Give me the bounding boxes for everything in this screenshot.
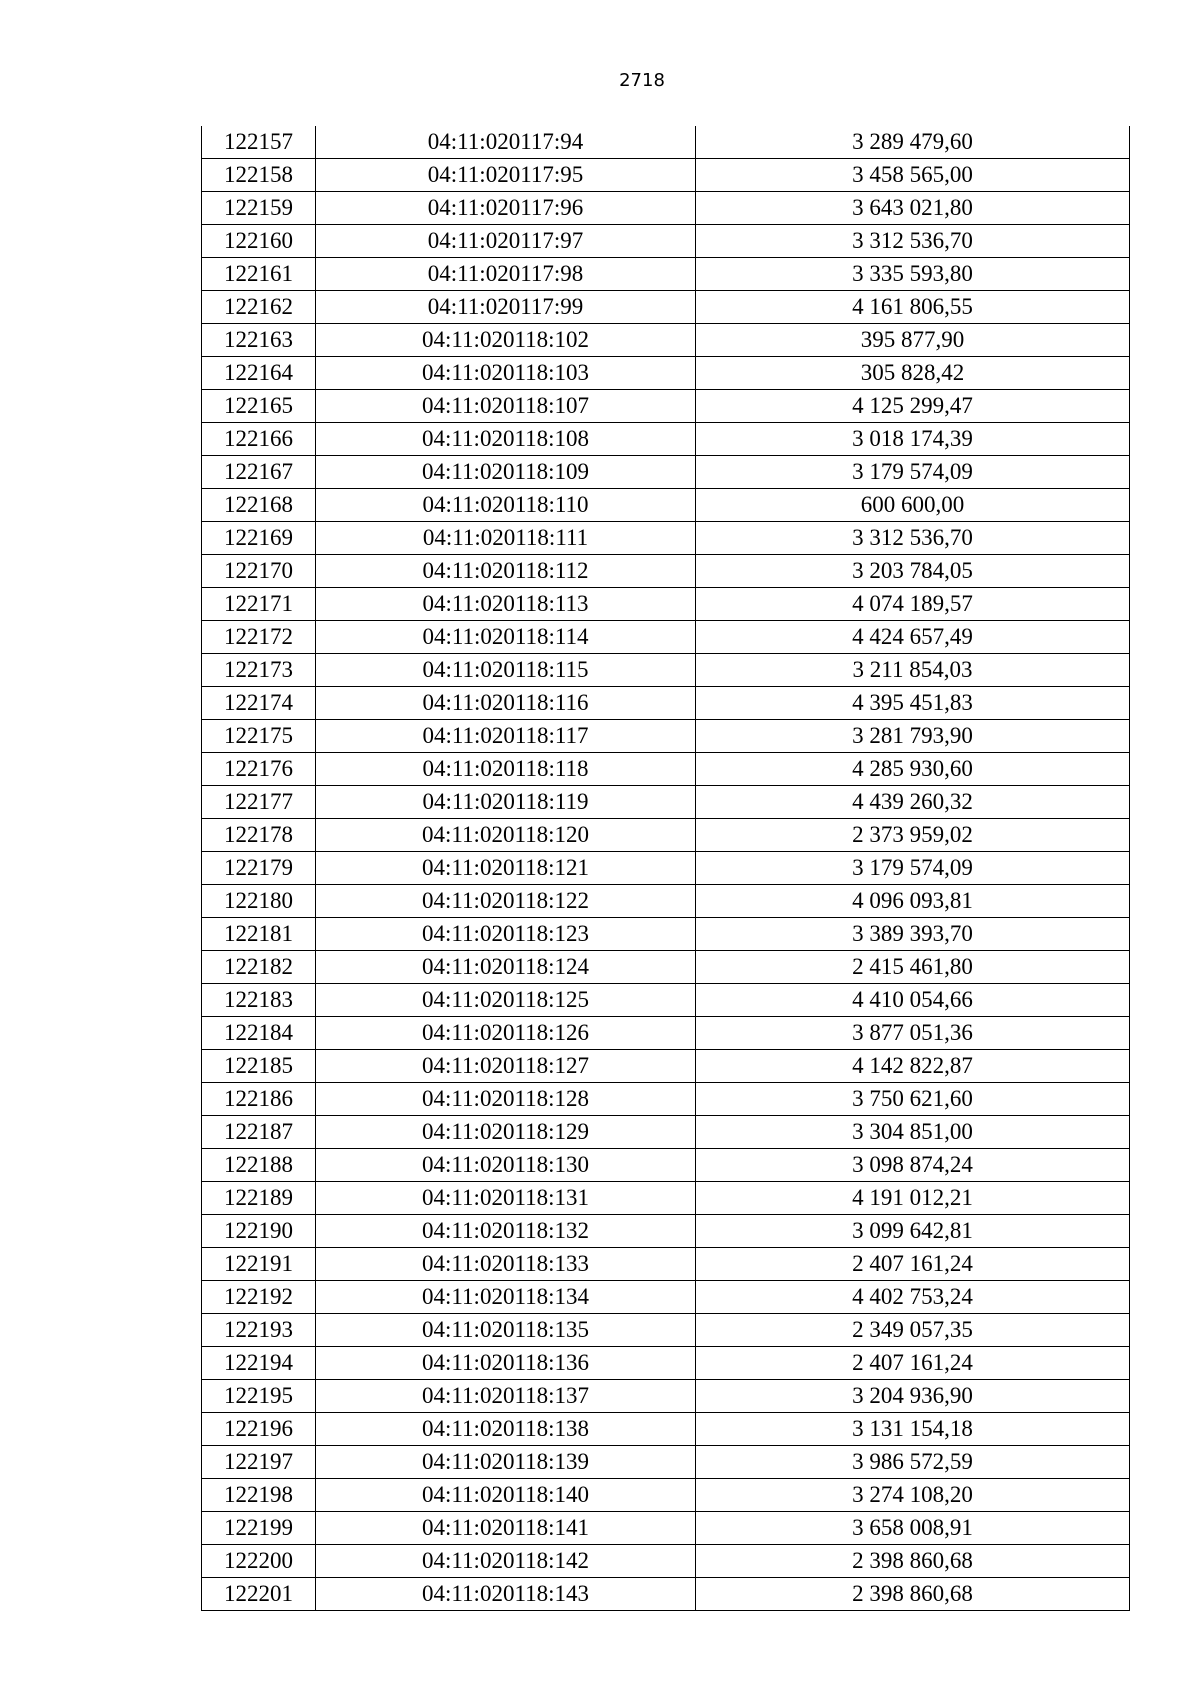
row-number-cell: 122181 xyxy=(202,918,316,951)
cadastral-value-cell: 3 658 008,91 xyxy=(696,1512,1130,1545)
cadastral-value-cell: 3 211 854,03 xyxy=(696,654,1130,687)
cadastral-number-cell: 04:11:020118:108 xyxy=(316,423,696,456)
table-row xyxy=(202,324,1130,357)
cadastral-number-cell: 04:11:020118:131 xyxy=(316,1182,696,1215)
page-number: 2718 xyxy=(619,70,665,91)
cadastral-number-cell: 04:11:020118:129 xyxy=(316,1116,696,1149)
table-row xyxy=(202,753,1130,786)
cadastral-number-cell: 04:11:020118:137 xyxy=(316,1380,696,1413)
table-row xyxy=(202,687,1130,720)
row-number-cell: 122158 xyxy=(202,159,316,192)
cadastral-value-cell: 3 643 021,80 xyxy=(696,192,1130,225)
cadastral-value-cell: 395 877,90 xyxy=(696,324,1130,357)
cadastral-number-cell: 04:11:020118:141 xyxy=(316,1512,696,1545)
cadastral-value-cell: 4 410 054,66 xyxy=(696,984,1130,1017)
table-row xyxy=(202,1116,1130,1149)
table-row xyxy=(202,1545,1130,1578)
cadastral-number-cell: 04:11:020118:113 xyxy=(316,588,696,621)
row-number-cell: 122193 xyxy=(202,1314,316,1347)
cadastral-value-cell: 4 142 822,87 xyxy=(696,1050,1130,1083)
cadastral-number-cell: 04:11:020117:98 xyxy=(316,258,696,291)
cadastral-number-cell: 04:11:020118:120 xyxy=(316,819,696,852)
cadastral-value-cell: 2 415 461,80 xyxy=(696,951,1130,984)
cadastral-value-cell: 4 161 806,55 xyxy=(696,291,1130,324)
table-row xyxy=(202,918,1130,951)
cadastral-value-cell: 4 424 657,49 xyxy=(696,621,1130,654)
cadastral-number-cell: 04:11:020118:121 xyxy=(316,852,696,885)
cadastral-number-cell: 04:11:020118:123 xyxy=(316,918,696,951)
cadastral-number-cell: 04:11:020118:124 xyxy=(316,951,696,984)
cadastral-number-cell: 04:11:020118:134 xyxy=(316,1281,696,1314)
cadastral-number-cell: 04:11:020118:119 xyxy=(316,786,696,819)
row-number-cell: 122177 xyxy=(202,786,316,819)
cadastral-number-cell: 04:11:020118:140 xyxy=(316,1479,696,1512)
table-row xyxy=(202,522,1130,555)
cadastral-number-cell: 04:11:020118:136 xyxy=(316,1347,696,1380)
table-row xyxy=(202,192,1130,225)
table-row xyxy=(202,885,1130,918)
table-row xyxy=(202,1413,1130,1446)
table-row xyxy=(202,951,1130,984)
row-number-cell: 122191 xyxy=(202,1248,316,1281)
cadastral-value-cell: 2 349 057,35 xyxy=(696,1314,1130,1347)
row-number-cell: 122185 xyxy=(202,1050,316,1083)
cadastral-number-cell: 04:11:020118:103 xyxy=(316,357,696,390)
row-number-cell: 122187 xyxy=(202,1116,316,1149)
row-number-cell: 122192 xyxy=(202,1281,316,1314)
row-number-cell: 122194 xyxy=(202,1347,316,1380)
row-number-cell: 122170 xyxy=(202,555,316,588)
cadastral-number-cell: 04:11:020118:109 xyxy=(316,456,696,489)
row-number-cell: 122182 xyxy=(202,951,316,984)
table-row xyxy=(202,819,1130,852)
cadastral-number-cell: 04:11:020118:127 xyxy=(316,1050,696,1083)
row-number-cell: 122198 xyxy=(202,1479,316,1512)
cadastral-value-cell: 3 204 936,90 xyxy=(696,1380,1130,1413)
cadastral-value-cell: 4 439 260,32 xyxy=(696,786,1130,819)
cadastral-value-cell: 3 289 479,60 xyxy=(696,126,1130,159)
table-row xyxy=(202,225,1130,258)
row-number-cell: 122186 xyxy=(202,1083,316,1116)
cadastral-value-cell: 3 203 784,05 xyxy=(696,555,1130,588)
table-row xyxy=(202,1281,1130,1314)
cadastral-number-cell: 04:11:020117:97 xyxy=(316,225,696,258)
row-number-cell: 122168 xyxy=(202,489,316,522)
table-row xyxy=(202,1479,1130,1512)
cadastral-number-cell: 04:11:020118:114 xyxy=(316,621,696,654)
table-row xyxy=(202,1149,1130,1182)
row-number-cell: 122184 xyxy=(202,1017,316,1050)
cadastral-number-cell: 04:11:020118:112 xyxy=(316,555,696,588)
cadastral-value-cell: 3 877 051,36 xyxy=(696,1017,1130,1050)
row-number-cell: 122164 xyxy=(202,357,316,390)
cadastral-value-cell: 3 099 642,81 xyxy=(696,1215,1130,1248)
row-number-cell: 122165 xyxy=(202,390,316,423)
cadastral-value-cell: 3 098 874,24 xyxy=(696,1149,1130,1182)
cadastral-number-cell: 04:11:020118:115 xyxy=(316,654,696,687)
table-row xyxy=(202,1050,1130,1083)
table-row xyxy=(202,357,1130,390)
table-row xyxy=(202,621,1130,654)
cadastral-number-cell: 04:11:020118:142 xyxy=(316,1545,696,1578)
cadastral-value-cell: 2 407 161,24 xyxy=(696,1248,1130,1281)
table-row xyxy=(202,1083,1130,1116)
cadastral-value-cell: 4 285 930,60 xyxy=(696,753,1130,786)
row-number-cell: 122197 xyxy=(202,1446,316,1479)
table-body xyxy=(202,126,1130,1611)
cadastral-value-cell: 2 373 959,02 xyxy=(696,819,1130,852)
row-number-cell: 122175 xyxy=(202,720,316,753)
row-number-cell: 122176 xyxy=(202,753,316,786)
row-number-cell: 122171 xyxy=(202,588,316,621)
row-number-cell: 122188 xyxy=(202,1149,316,1182)
table-row xyxy=(202,423,1130,456)
table-row xyxy=(202,1017,1130,1050)
cadastral-value-cell: 3 986 572,59 xyxy=(696,1446,1130,1479)
cadastral-value-cell: 4 096 093,81 xyxy=(696,885,1130,918)
cadastral-number-cell: 04:11:020118:116 xyxy=(316,687,696,720)
row-number-cell: 122199 xyxy=(202,1512,316,1545)
cadastral-number-cell: 04:11:020117:95 xyxy=(316,159,696,192)
table-row xyxy=(202,159,1130,192)
table-row xyxy=(202,1446,1130,1479)
table-row xyxy=(202,720,1130,753)
table-row xyxy=(202,258,1130,291)
cadastral-number-cell: 04:11:020118:110 xyxy=(316,489,696,522)
row-number-cell: 122180 xyxy=(202,885,316,918)
cadastral-number-cell: 04:11:020118:138 xyxy=(316,1413,696,1446)
row-number-cell: 122163 xyxy=(202,324,316,357)
cadastral-value-cell: 3 018 174,39 xyxy=(696,423,1130,456)
cadastral-number-cell: 04:11:020117:96 xyxy=(316,192,696,225)
table-row xyxy=(202,654,1130,687)
row-number-cell: 122160 xyxy=(202,225,316,258)
table-row xyxy=(202,852,1130,885)
cadastral-value-cell: 3 179 574,09 xyxy=(696,456,1130,489)
row-number-cell: 122200 xyxy=(202,1545,316,1578)
row-number-cell: 122157 xyxy=(202,126,316,159)
cadastral-number-cell: 04:11:020118:132 xyxy=(316,1215,696,1248)
row-number-cell: 122174 xyxy=(202,687,316,720)
row-number-cell: 122190 xyxy=(202,1215,316,1248)
cadastral-value-cell: 4 074 189,57 xyxy=(696,588,1130,621)
cadastral-value-cell: 4 125 299,47 xyxy=(696,390,1130,423)
table-row xyxy=(202,489,1130,522)
row-number-cell: 122178 xyxy=(202,819,316,852)
table-row xyxy=(202,555,1130,588)
row-number-cell: 122183 xyxy=(202,984,316,1017)
table-row xyxy=(202,291,1130,324)
table-row xyxy=(202,1314,1130,1347)
row-number-cell: 122161 xyxy=(202,258,316,291)
row-number-cell: 122169 xyxy=(202,522,316,555)
table-row xyxy=(202,984,1130,1017)
table-row xyxy=(202,126,1130,159)
row-number-cell: 122196 xyxy=(202,1413,316,1446)
row-number-cell: 122159 xyxy=(202,192,316,225)
cadastral-value-cell: 600 600,00 xyxy=(696,489,1130,522)
cadastral-number-cell: 04:11:020118:128 xyxy=(316,1083,696,1116)
cadastral-value-cell: 3 389 393,70 xyxy=(696,918,1130,951)
row-number-cell: 122162 xyxy=(202,291,316,324)
cadastral-value-cell: 3 304 851,00 xyxy=(696,1116,1130,1149)
cadastral-value-cell: 2 407 161,24 xyxy=(696,1347,1130,1380)
cadastral-number-cell: 04:11:020118:130 xyxy=(316,1149,696,1182)
row-number-cell: 122172 xyxy=(202,621,316,654)
cadastral-number-cell: 04:11:020118:111 xyxy=(316,522,696,555)
cadastral-value-cell: 4 402 753,24 xyxy=(696,1281,1130,1314)
cadastral-value-cell: 3 335 593,80 xyxy=(696,258,1130,291)
cadastral-number-cell: 04:11:020118:107 xyxy=(316,390,696,423)
cadastral-value-cell: 3 281 793,90 xyxy=(696,720,1130,753)
cadastral-number-cell: 04:11:020118:135 xyxy=(316,1314,696,1347)
table-row xyxy=(202,1248,1130,1281)
cadastral-number-cell: 04:11:020118:125 xyxy=(316,984,696,1017)
row-number-cell: 122201 xyxy=(202,1578,316,1611)
table-row xyxy=(202,456,1130,489)
cadastral-value-cell: 3 312 536,70 xyxy=(696,225,1130,258)
cadastral-value-cell: 4 191 012,21 xyxy=(696,1182,1130,1215)
table-row xyxy=(202,786,1130,819)
cadastral-number-cell: 04:11:020118:122 xyxy=(316,885,696,918)
cadastral-number-cell: 04:11:020118:117 xyxy=(316,720,696,753)
cadastral-value-cell: 4 395 451,83 xyxy=(696,687,1130,720)
table-row xyxy=(202,1215,1130,1248)
cadastral-value-cell: 3 458 565,00 xyxy=(696,159,1130,192)
cadastral-number-cell: 04:11:020118:126 xyxy=(316,1017,696,1050)
row-number-cell: 122195 xyxy=(202,1380,316,1413)
cadastral-value-cell: 2 398 860,68 xyxy=(696,1578,1130,1611)
cadastral-value-cell: 3 179 574,09 xyxy=(696,852,1130,885)
cadastral-number-cell: 04:11:020118:102 xyxy=(316,324,696,357)
cadastral-number-cell: 04:11:020118:143 xyxy=(316,1578,696,1611)
cadastral-value-cell: 3 312 536,70 xyxy=(696,522,1130,555)
row-number-cell: 122179 xyxy=(202,852,316,885)
table-row xyxy=(202,1182,1130,1215)
cadastral-value-cell: 2 398 860,68 xyxy=(696,1545,1130,1578)
table-row xyxy=(202,588,1130,621)
cadastral-value-cell: 305 828,42 xyxy=(696,357,1130,390)
cadastral-number-cell: 04:11:020117:99 xyxy=(316,291,696,324)
table-row xyxy=(202,390,1130,423)
cadastral-number-cell: 04:11:020118:139 xyxy=(316,1446,696,1479)
table-row xyxy=(202,1512,1130,1545)
cadastral-value-cell: 3 274 108,20 xyxy=(696,1479,1130,1512)
row-number-cell: 122173 xyxy=(202,654,316,687)
row-number-cell: 122166 xyxy=(202,423,316,456)
cadastral-value-cell: 3 750 621,60 xyxy=(696,1083,1130,1116)
cadastral-number-cell: 04:11:020117:94 xyxy=(316,126,696,159)
table-row xyxy=(202,1380,1130,1413)
cadastral-value-table xyxy=(201,126,1130,1611)
table-row xyxy=(202,1347,1130,1380)
cadastral-number-cell: 04:11:020118:118 xyxy=(316,753,696,786)
row-number-cell: 122189 xyxy=(202,1182,316,1215)
cadastral-value-cell: 3 131 154,18 xyxy=(696,1413,1130,1446)
row-number-cell: 122167 xyxy=(202,456,316,489)
table-row xyxy=(202,1578,1130,1611)
cadastral-number-cell: 04:11:020118:133 xyxy=(316,1248,696,1281)
